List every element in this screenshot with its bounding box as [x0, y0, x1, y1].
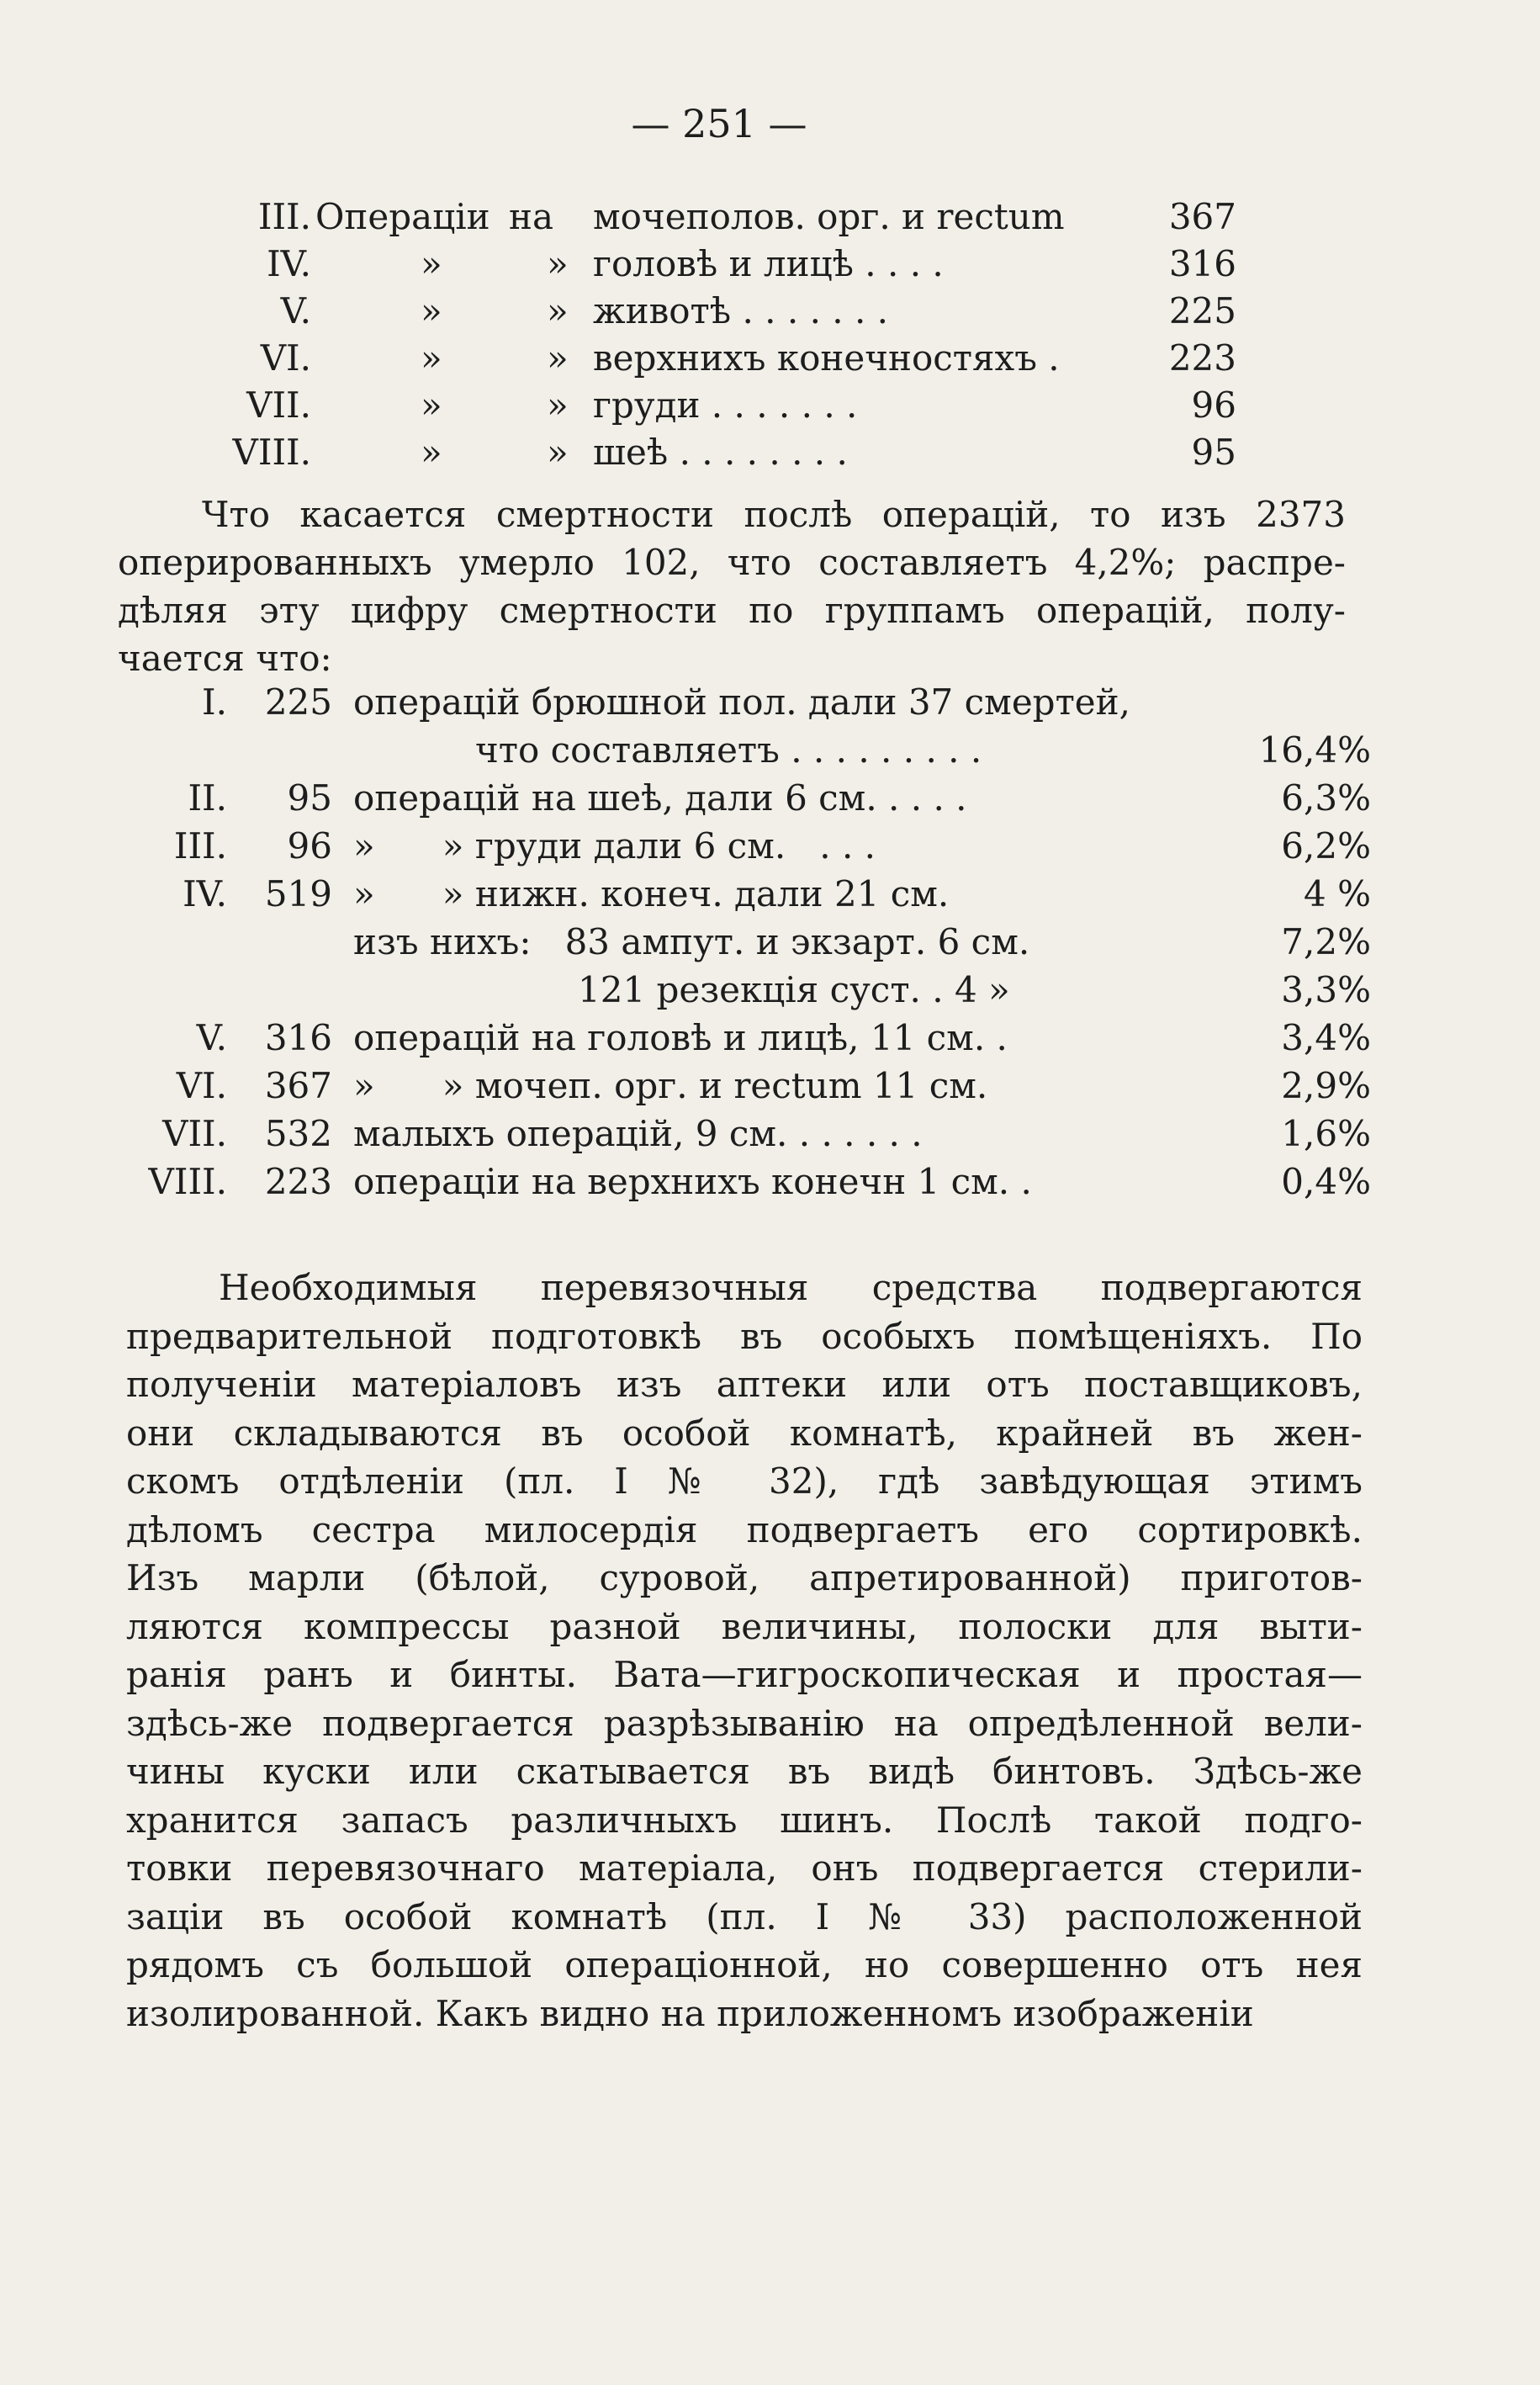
- operation-count: 95: [287, 777, 332, 819]
- text-line: дѣляя эту цифру смертности по группамъ операцій, полу-: [118, 590, 1346, 631]
- operation-site: животѣ . . . . . . .: [593, 290, 889, 331]
- text-line: хранится запасъ различныхъ шинъ. Послѣ такой подго-: [126, 1799, 1363, 1841]
- operation-count: 367: [1168, 196, 1236, 237]
- mortality-percent: 3,3%: [1281, 969, 1371, 1010]
- mortality-percent: 4 %: [1304, 873, 1371, 914]
- table-row: [126, 729, 1371, 777]
- mortality-percent: 6,2%: [1281, 825, 1371, 867]
- group-number: I.: [202, 681, 227, 723]
- text-line: предварительной подготовкѣ въ особыхъ помѣщеніяхъ. По: [126, 1315, 1363, 1357]
- text-line: ляются компрессы разной величины, полоски для выти-: [126, 1605, 1363, 1647]
- table-row: [126, 825, 1371, 873]
- text-line: они складываются въ особой комнатѣ, крайней въ жен-: [126, 1412, 1363, 1454]
- mortality-description: операцій на шеѣ, дали 6 см. . . . .: [353, 777, 967, 819]
- ditto-mark: на: [509, 196, 554, 237]
- ditto-mark: »: [547, 337, 569, 379]
- ditto-mark: »: [547, 384, 569, 426]
- dressings-paragraph: [126, 1264, 1363, 2038]
- operation-site: мочеполов. орг. и rectum: [593, 196, 1065, 237]
- table-row: [126, 1065, 1371, 1113]
- group-number: VII.: [246, 384, 311, 426]
- mortality-percent: 2,9%: [1281, 1065, 1371, 1106]
- ditto-mark: »: [547, 243, 569, 284]
- operation-count: 519: [264, 873, 332, 914]
- table-row: [126, 777, 1371, 825]
- table-row: [210, 384, 1236, 432]
- ditto-mark: »: [421, 384, 442, 426]
- group-number: VIII.: [148, 1161, 227, 1202]
- table-row: [210, 290, 1236, 337]
- group-number: VII.: [162, 1113, 227, 1154]
- operation-site: верхнихъ конечностяхъ .: [593, 337, 1060, 379]
- text-line: скомъ отдѣленіи (пл. I № 32), гдѣ завѣдующая этимъ: [126, 1460, 1363, 1502]
- mortality-description: малыхъ операцій, 9 см. . . . . . .: [353, 1113, 923, 1154]
- group-number: VIII.: [232, 432, 311, 473]
- operation-count: 316: [1168, 243, 1236, 284]
- text-line: заціи въ особой комнатѣ (пл. I № 33) расположенной: [126, 1895, 1363, 1937]
- mortality-table: [126, 681, 1371, 1209]
- mortality-description: 121 резекція суст. . 4 »: [353, 969, 1010, 1010]
- operation-count: 95: [1191, 432, 1236, 473]
- ditto-mark: »: [547, 432, 569, 473]
- mortality-description: » » нижн. конеч. дали 21 см.: [353, 873, 950, 914]
- mortality-description: операціи на верхнихъ конечн 1 см. .: [353, 1161, 1032, 1202]
- table-row: [126, 921, 1371, 969]
- table-row: [126, 873, 1371, 921]
- mortality-description: операцій брюшной пол. дали 37 смертей,: [353, 681, 1130, 723]
- table-row: [210, 196, 1236, 243]
- mortality-description: » » груди дали 6 см. . . .: [353, 825, 876, 867]
- text-line: здѣсь-же подвергается разрѣзыванію на опредѣленной вели-: [126, 1702, 1363, 1744]
- mortality-description: что составляетъ . . . . . . . . .: [475, 729, 982, 771]
- text-line: Что касается смертности послѣ операцій, то изъ 2373: [202, 494, 1346, 535]
- text-line: товки перевязочнаго матеріала, онъ подвергается стерили-: [126, 1847, 1363, 1889]
- mortality-percent: 0,4%: [1281, 1161, 1371, 1202]
- text-line: Необходимыя перевязочныя средства подвергаются: [219, 1267, 1363, 1308]
- operation-count: 223: [264, 1161, 332, 1202]
- group-number: IV.: [183, 873, 227, 914]
- ditto-mark: »: [547, 290, 569, 331]
- mortality-percent: 7,2%: [1281, 921, 1371, 962]
- text-line: чины куски или скатывается въ видѣ бинтовъ. Здѣсь-же: [126, 1751, 1363, 1792]
- operation-site: шеѣ . . . . . . . .: [593, 432, 848, 473]
- page-number: — 251 —: [631, 101, 807, 146]
- mortality-percent: 1,6%: [1281, 1113, 1371, 1154]
- text-line: Изъ марли (бѣлой, суровой, апретированной) приготов-: [126, 1557, 1363, 1598]
- ditto-mark: »: [421, 290, 442, 331]
- operation-count: 96: [287, 825, 332, 867]
- operation-count: 96: [1191, 384, 1236, 426]
- mortality-percent: 16,4%: [1258, 729, 1371, 771]
- text-line: чается что:: [118, 638, 332, 679]
- mortality-intro-paragraph: [118, 490, 1346, 682]
- table-row: [126, 681, 1371, 729]
- group-number: III.: [257, 196, 311, 237]
- group-number: III.: [173, 825, 227, 867]
- operation-count: 225: [1168, 290, 1236, 331]
- operation-site: головѣ и лицѣ . . . .: [593, 243, 944, 284]
- ditto-mark: Операціи: [315, 196, 490, 237]
- mortality-description: » » мочеп. орг. и rectum 11 см.: [353, 1065, 988, 1106]
- table-row: [210, 337, 1236, 384]
- group-number: V.: [280, 290, 311, 331]
- mortality-description: операцій на головѣ и лицѣ, 11 см. .: [353, 1017, 1008, 1058]
- operation-site: груди . . . . . . .: [593, 384, 858, 426]
- operation-count: 367: [264, 1065, 332, 1106]
- table-row: [210, 432, 1236, 479]
- text-line: оперированныхъ умерло 102, что составляетъ 4,2%; распре-: [118, 542, 1346, 583]
- operation-groups-table: [210, 196, 1236, 479]
- table-row: [126, 1161, 1371, 1209]
- mortality-percent: 3,4%: [1281, 1017, 1371, 1058]
- ditto-mark: »: [421, 337, 442, 379]
- group-number: VI.: [260, 337, 311, 379]
- text-line: полученіи матеріаловъ изъ аптеки или отъ поставщиковъ,: [126, 1364, 1363, 1405]
- table-row: [126, 1113, 1371, 1161]
- group-number: II.: [188, 777, 227, 819]
- ditto-mark: »: [421, 432, 442, 473]
- ditto-mark: »: [421, 243, 442, 284]
- operation-count: 532: [264, 1113, 332, 1154]
- group-number: VI.: [176, 1065, 227, 1106]
- table-row: [210, 243, 1236, 290]
- operation-count: 225: [264, 681, 332, 723]
- group-number: IV.: [267, 243, 311, 284]
- mortality-percent: 6,3%: [1281, 777, 1371, 819]
- mortality-description: изъ нихъ: 83 ампут. и экзарт. 6 см.: [353, 921, 1030, 962]
- text-line: ранія ранъ и бинты. Вата—гигроскопическая и простая—: [126, 1654, 1363, 1695]
- group-number: V.: [196, 1017, 227, 1058]
- text-line: дѣломъ сестра милосердія подвергаетъ его сортировкѣ.: [126, 1508, 1363, 1550]
- text-line: рядомъ съ большой операціонной, но совершенно отъ нея: [126, 1944, 1363, 1985]
- table-row: [126, 969, 1371, 1017]
- operation-count: 316: [264, 1017, 332, 1058]
- text-line: изолированной. Какъ видно на приложенномъ изображеніи: [126, 1992, 1254, 2034]
- operation-count: 223: [1168, 337, 1236, 379]
- table-row: [126, 1017, 1371, 1065]
